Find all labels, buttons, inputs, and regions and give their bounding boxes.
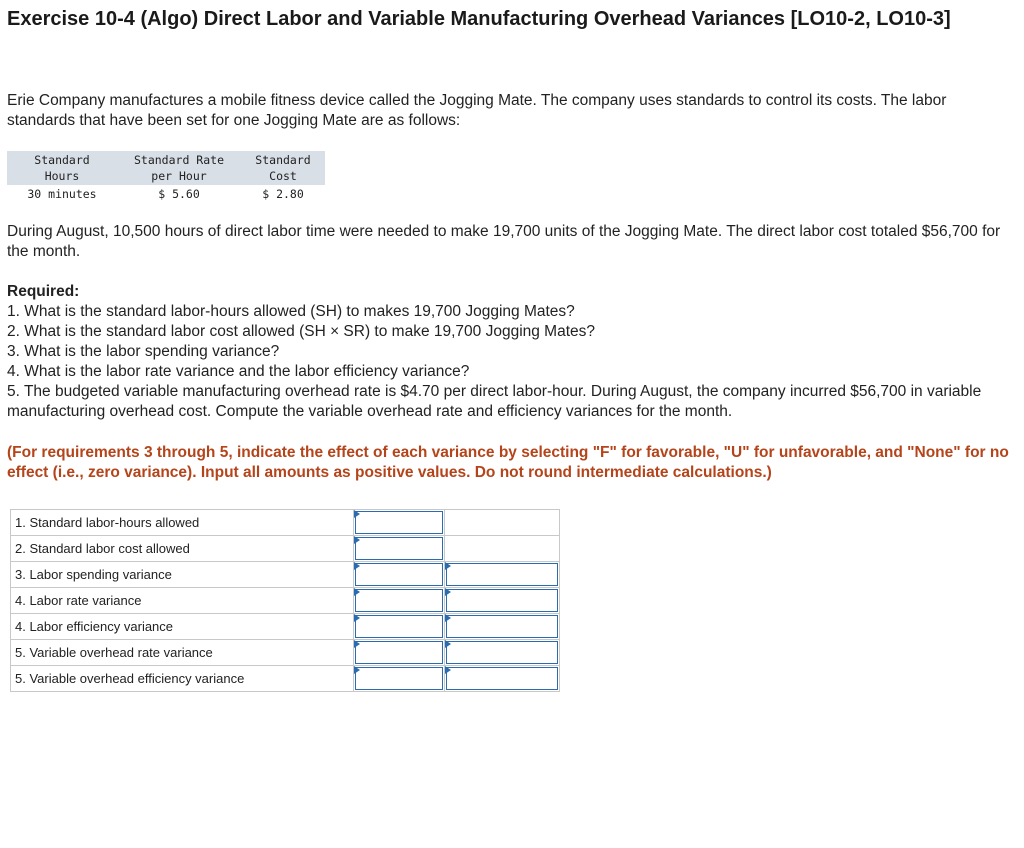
- effect-cell: [445, 666, 560, 692]
- required-item-2: 2. What is the standard labor cost allowed (SH × SR) to make 19,700 Jogging Mates?: [7, 323, 596, 340]
- answer-amount-cell: [354, 562, 445, 588]
- amount-input[interactable]: [355, 667, 443, 690]
- amount-input[interactable]: [355, 615, 443, 638]
- answer-amount-cell: [354, 588, 445, 614]
- standard-cost-value: $ 2.80: [262, 187, 304, 201]
- answer-amount-cell: [354, 666, 445, 692]
- intro-paragraph: Erie Company manufactures a mobile fitness device called the Jogging Mate. The company uses standards to control its costs. The labor standards that have been set for one Jogging Mate are as follows:: [7, 92, 947, 129]
- answer-row-label: 4. Labor rate variance: [11, 588, 354, 614]
- effect-select[interactable]: [446, 667, 558, 690]
- input-marker-icon: [354, 640, 360, 648]
- answer-amount-cell: [354, 510, 445, 536]
- answer-row: [11, 666, 560, 692]
- effect-select[interactable]: [446, 641, 558, 664]
- effect-cell: [445, 640, 560, 666]
- effect-select[interactable]: [446, 563, 558, 586]
- input-marker-icon: [354, 614, 360, 622]
- select-marker-icon: [445, 614, 451, 622]
- effect-cell: [445, 588, 560, 614]
- august-info-paragraph: During August, 10,500 hours of direct labor time were needed to make 19,700 units of the Jogging Mate. The direct labor cost totaled $56,700 for the month.: [7, 223, 1001, 260]
- answer-row-label: 3. Labor spending variance: [11, 562, 354, 588]
- header-standard-rate: Standard Rate per Hour: [117, 151, 241, 185]
- amount-input[interactable]: [355, 589, 443, 612]
- amount-input[interactable]: [355, 563, 443, 586]
- select-marker-icon: [445, 562, 451, 570]
- input-marker-icon: [354, 666, 360, 674]
- required-section: [7, 282, 1012, 422]
- select-marker-icon: [445, 666, 451, 674]
- input-marker-icon: [354, 536, 360, 544]
- required-item-4: 4. What is the labor rate variance and the labor efficiency variance?: [7, 363, 470, 380]
- answer-row: [11, 536, 560, 562]
- header-standard-hours: Standard Hours: [7, 151, 117, 185]
- standard-rate-value: $ 5.60: [158, 187, 200, 201]
- table-row: [7, 185, 325, 203]
- input-marker-icon: [354, 510, 360, 518]
- effect-cell: [445, 536, 560, 562]
- effect-cell: [445, 614, 560, 640]
- answer-row-label: 2. Standard labor cost allowed: [11, 536, 354, 562]
- required-heading: Required:: [7, 283, 80, 300]
- page-title: Exercise 10-4 (Algo) Direct Labor and Variable Manufacturing Overhead Variances [LO10-2, LO10-3]: [7, 8, 951, 30]
- amount-input[interactable]: [355, 537, 443, 560]
- standard-hours-value: 30 minutes: [27, 187, 97, 201]
- amount-input[interactable]: [355, 641, 443, 664]
- answer-row-label: 4. Labor efficiency variance: [11, 614, 354, 640]
- answer-row: [11, 510, 560, 536]
- required-item-3: 3. What is the labor spending variance?: [7, 343, 280, 360]
- effect-cell: [445, 562, 560, 588]
- answer-row-label: 5. Variable overhead rate variance: [11, 640, 354, 666]
- answer-amount-cell: [354, 536, 445, 562]
- required-item-5: 5. The budgeted variable manufacturing overhead rate is $4.70 per direct labor-hour. During August, the company incurred $56,700 in variable manufacturing overhead cost. Compute the variable overhead rate and efficiency variances for the month.: [7, 383, 982, 420]
- effect-cell: [445, 510, 560, 536]
- answer-row: [11, 588, 560, 614]
- answer-row: [11, 614, 560, 640]
- answer-row-label: 1. Standard labor-hours allowed: [11, 510, 354, 536]
- amount-input[interactable]: [355, 511, 443, 534]
- select-marker-icon: [445, 588, 451, 596]
- instructions-text: (For requirements 3 through 5, indicate the effect of each variance by selecting "F" for favorable, "U" for unfavorable, and "None" for no effect (i.e., zero variance). Input all amounts as positive values. Do not round intermediate calculations.): [7, 444, 1009, 481]
- answer-row: [11, 640, 560, 666]
- answer-amount-cell: [354, 614, 445, 640]
- effect-select[interactable]: [446, 615, 558, 638]
- select-marker-icon: [445, 640, 451, 648]
- labor-standards-table: [7, 151, 325, 203]
- answer-amount-cell: [354, 640, 445, 666]
- answer-row: [11, 562, 560, 588]
- answer-row-label: 5. Variable overhead efficiency variance: [11, 666, 354, 692]
- required-item-1: 1. What is the standard labor-hours allowed (SH) to makes 19,700 Jogging Mates?: [7, 303, 575, 320]
- answer-table: [10, 509, 560, 692]
- header-standard-cost: Standard Cost: [241, 151, 325, 185]
- input-marker-icon: [354, 588, 360, 596]
- effect-select[interactable]: [446, 589, 558, 612]
- input-marker-icon: [354, 562, 360, 570]
